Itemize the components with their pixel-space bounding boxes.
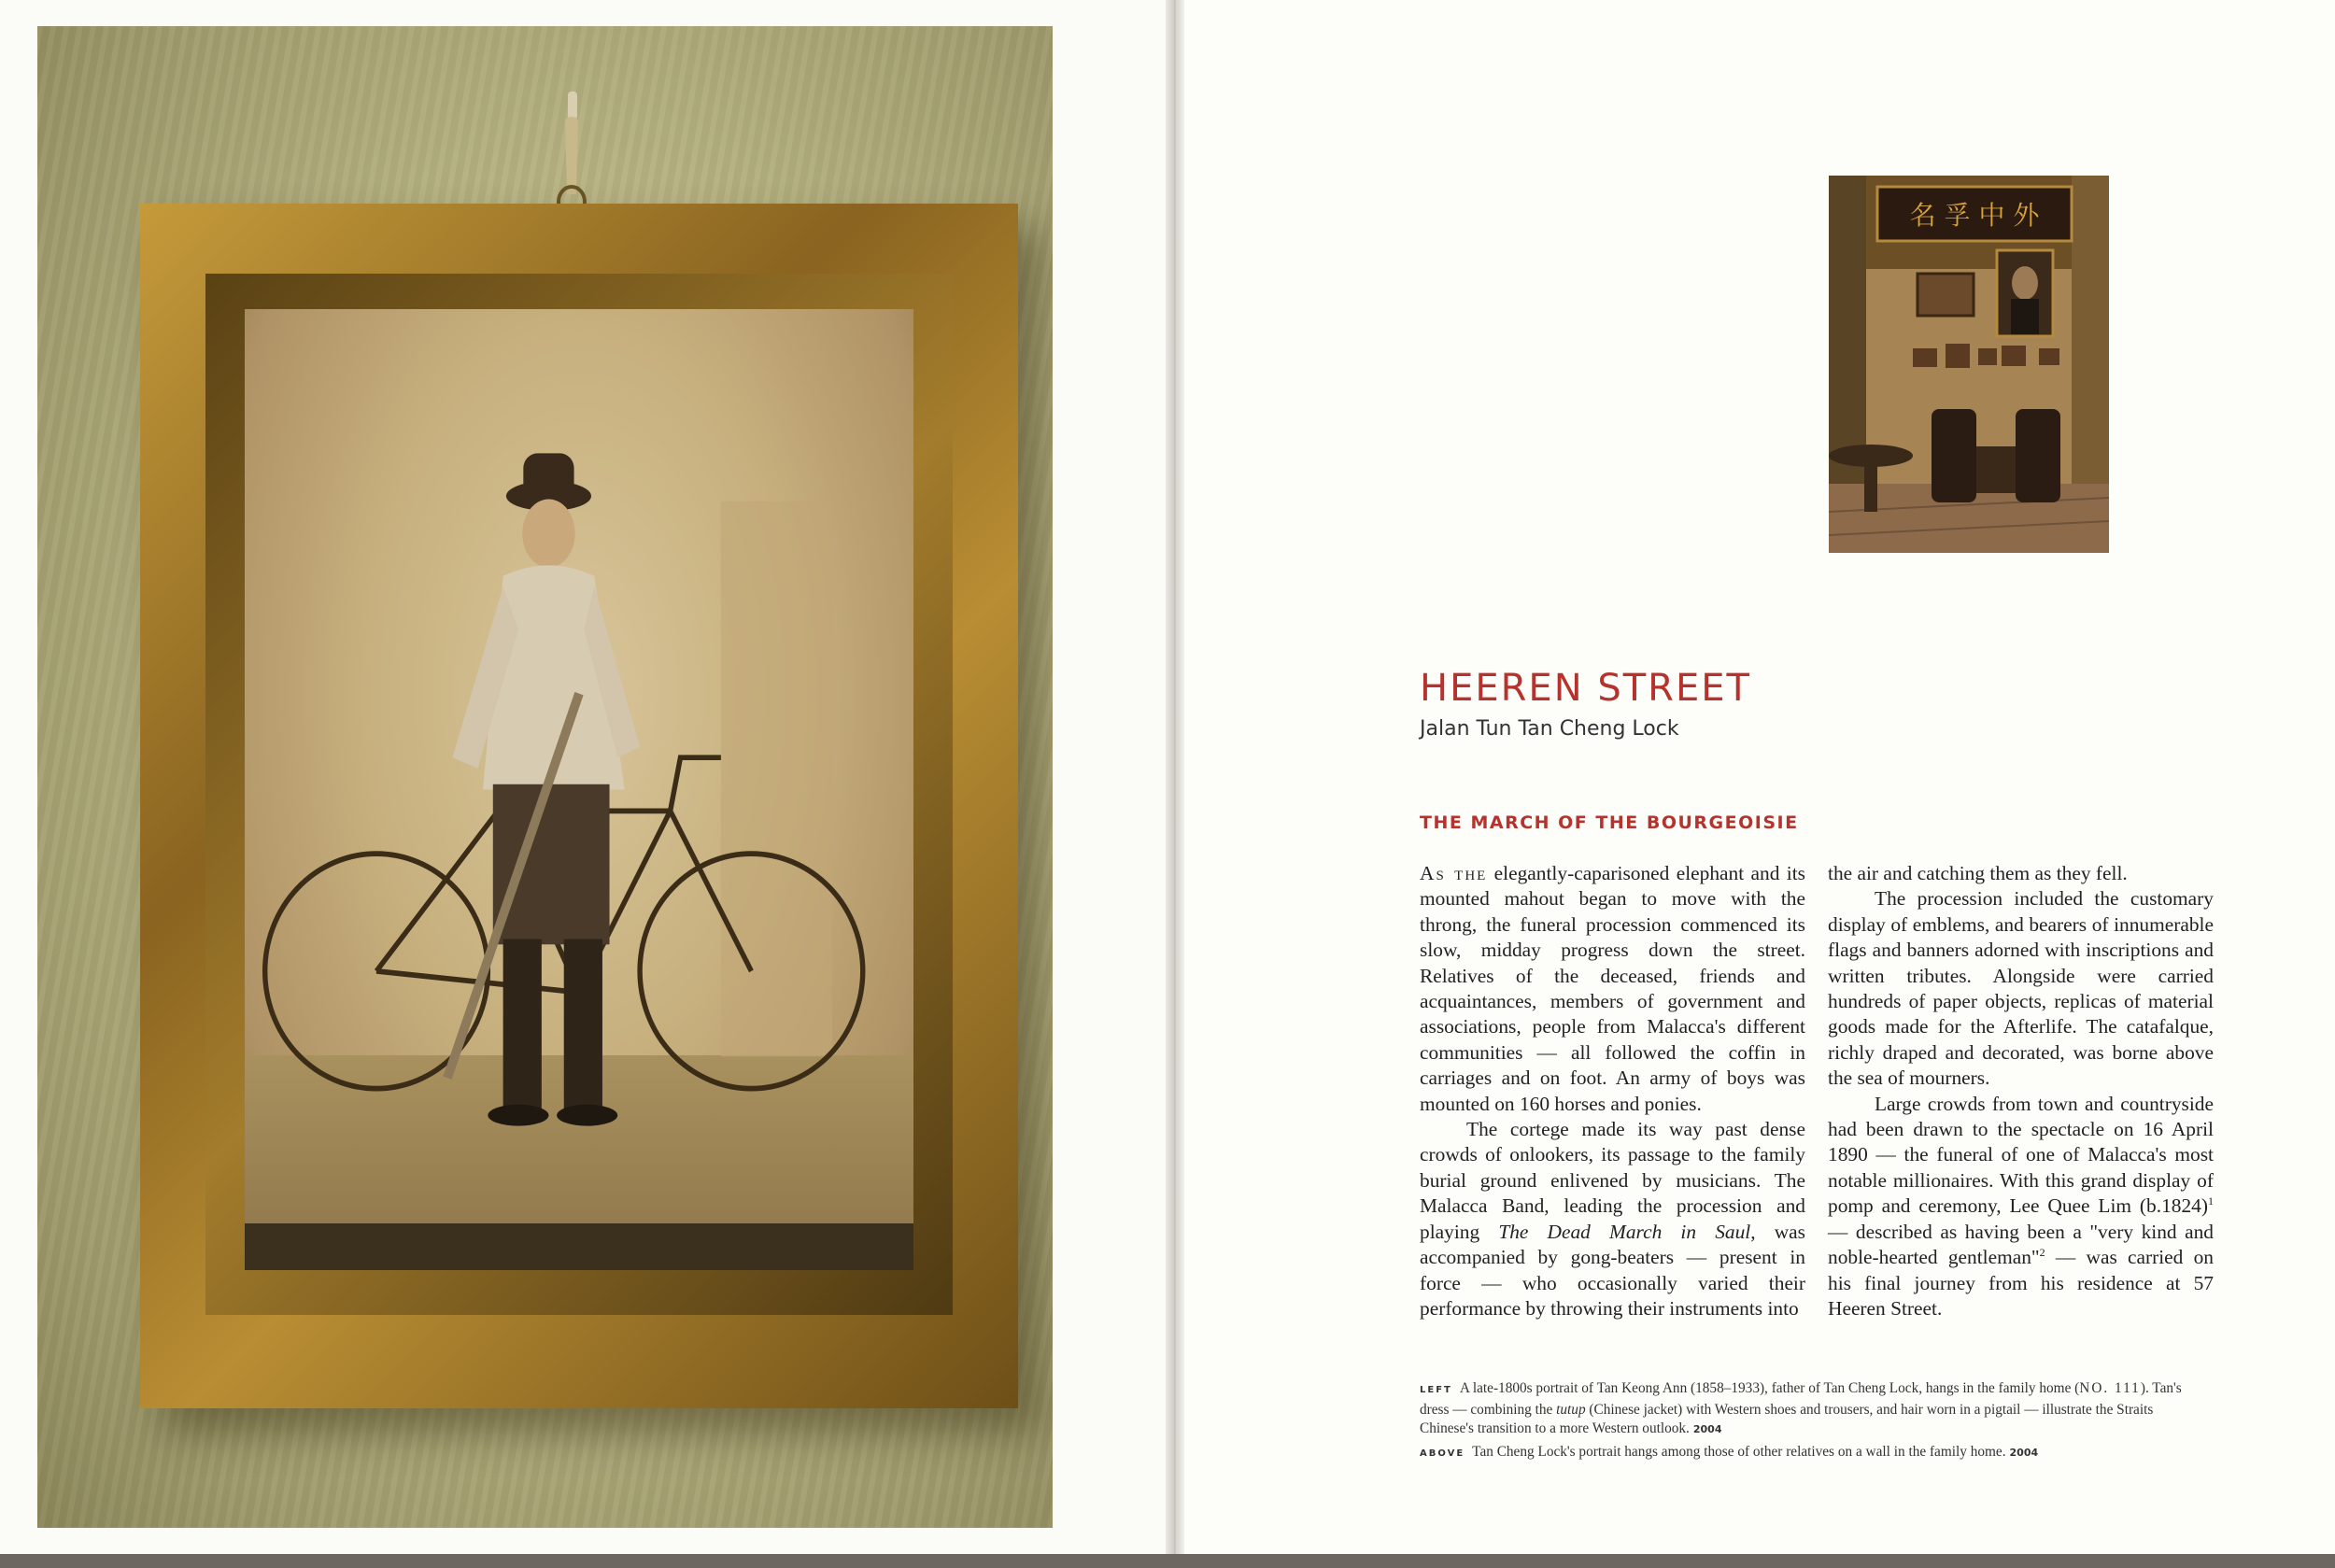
caption-above — [1420, 1443, 2204, 1464]
lead-in: As the — [1420, 862, 1488, 884]
street-subtitle: Jalan Tun Tan Cheng Lock — [1420, 717, 1679, 741]
paragraph: The procession included the customary display of emblems, and bearers of innumerable flags and banners adorned with inscriptions and written tributes. Alongside were carried hundreds of paper objects, replicas of material goods made for the Afterlife. The catafalque, richly draped and decorated, was borne above the sea of mourners. — [1828, 887, 2214, 1090]
work-title: The Dead March in Saul — [1498, 1220, 1751, 1243]
footnote-marker: 2 — [2039, 1245, 2045, 1259]
paragraph-text: , was accompanied by gong-beaters — present in force — who occasionally varied their performance by throwing their instruments into — [1420, 1220, 1805, 1320]
paragraph-text: Large crowds from town and countryside had been drawn to the spectacle on 16 April 1890 — the funeral of one of Malacca's most notable millionaires. With this grand display of pomp and ceremony, Lee Quee Lim (b.1824) — [1828, 1092, 2214, 1218]
right-page — [1175, 0, 2335, 1568]
photo-captions — [1420, 1379, 2204, 1466]
house-number: NO. 111 — [2079, 1380, 2141, 1396]
section-heading: THE MARCH OF THE BOURGEOISIE — [1420, 812, 1799, 833]
paragraph — [1420, 861, 1805, 1117]
caption-text: ). Tan's dress — combining the — [1420, 1380, 2182, 1418]
gilded-frame — [140, 204, 1018, 1408]
caption-text: (Chinese jacket) with Western shoes and trousers, and hair worn in a pigtail — illustrate the Straits Chinese's transition to a more Western outlook. — [1420, 1401, 2154, 1436]
paragraph-text: — described as having been a "very kind and noble-hearted gentleman" — [1828, 1220, 2214, 1269]
body-column-1 — [1420, 861, 1805, 1321]
caption-text: A late-1800s portrait of Tan Keong Ann (1858–1933), father of Tan Cheng Lock, hangs in the family home ( — [1459, 1380, 2080, 1396]
signboard-text: 名 孚 中 外 — [1909, 200, 2040, 231]
interior-scene — [1829, 176, 2109, 553]
caption-label: ABOVE — [1420, 1448, 1465, 1459]
book-edge — [0, 1554, 2335, 1568]
framed-portrait-photo — [37, 26, 1053, 1528]
paragraph-text: elegantly-caparisoned elephant and its mounted mahout began to move with the throng, the funeral procession commenced its slow, midday progress down the street. Relatives of the deceased, friends and acquaintances, members of government and associations, people from Malacca's different communities — all followed the coffin in carriages and on foot. An army of boys was mounted on 160 horses and ponies. — [1420, 862, 1805, 1115]
caption-label: LEFT — [1420, 1385, 1452, 1395]
sepia-print — [245, 309, 913, 1270]
paragraph-text: — was carried on his final journey from his residence at 57 Heeren Street. — [1828, 1246, 2214, 1320]
paragraph — [1420, 1117, 1805, 1321]
page-title: HEEREN STREET — [1420, 667, 1751, 710]
paragraph: the air and catching them as they fell. — [1828, 862, 2128, 884]
caption-year: 2004 — [2009, 1446, 2039, 1459]
caption-left — [1420, 1379, 2204, 1440]
footnote-marker: 1 — [2208, 1194, 2214, 1208]
portrait-figure — [245, 309, 913, 1270]
paragraph — [1828, 1092, 2214, 1322]
caption-text: Tan Cheng Lock's portrait hangs among those of other relatives on a wall in the family home. — [1472, 1443, 2006, 1460]
caption-term: tutup — [1556, 1401, 1586, 1418]
body-column-2 — [1828, 861, 2214, 1321]
paragraph-text: The cortege made its way past dense crowds of onlookers, its passage to the family burial ground enlivened by musicians. The Malacca Band, leading the procession and playing — [1420, 1118, 1805, 1243]
caption-year: 2004 — [1692, 1423, 1722, 1435]
frame-bevel — [205, 274, 953, 1315]
wall-hook — [556, 92, 587, 222]
family-home-interior-photo — [1829, 176, 2109, 553]
book-gutter — [1166, 0, 1184, 1568]
